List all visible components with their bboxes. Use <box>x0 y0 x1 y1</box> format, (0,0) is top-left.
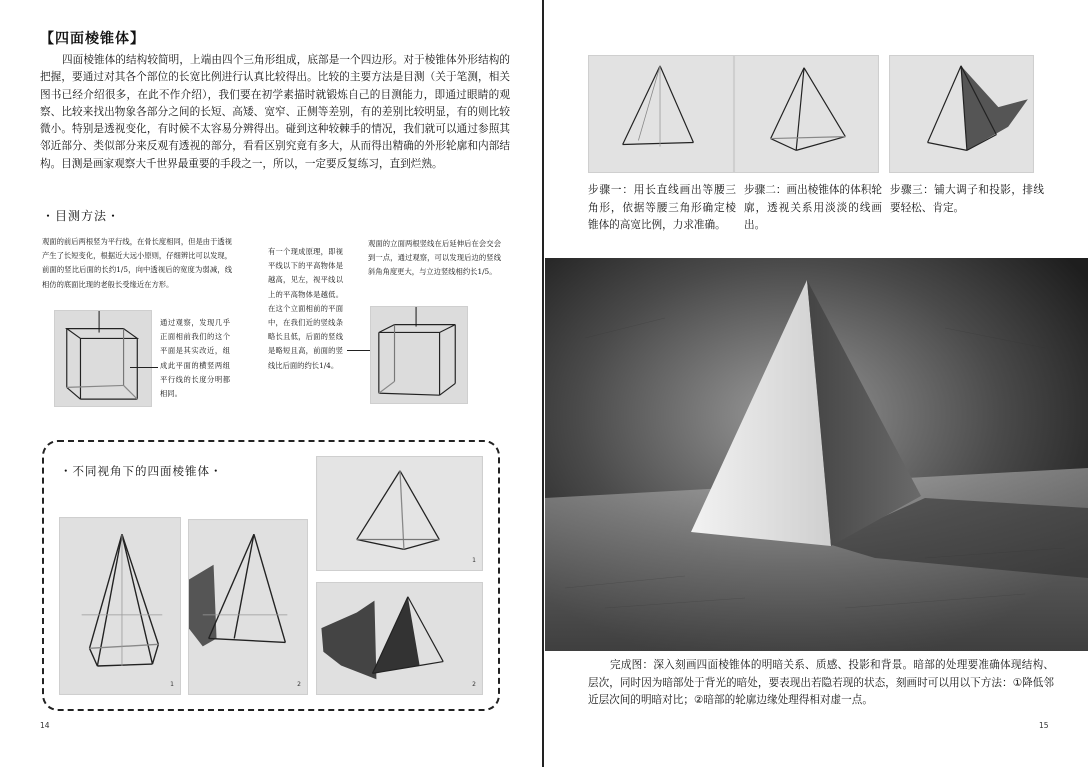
page-number-left: 14 <box>40 721 50 730</box>
note-front-plane: 通过观察，发现几乎正面相前我们的这个平面是其实改近，组成此平面的横竖两组平行线的长度分明都相同。 <box>160 318 230 399</box>
left-page <box>0 0 542 767</box>
viewing-angles-heading: ・不同视角下的四面棱锥体・ <box>60 464 223 478</box>
figure-number: 2 <box>297 681 301 688</box>
note-eye-level: 有一个现成原理，即视平线以下的平高物体是越高，见左，视平线以上的平高物体是越低。在这个立面相前的平面中，在我们近的竖线条略长且低，后面的竖线是略短且高，前面的竖线比后面的约长1/4。 <box>268 247 343 370</box>
page-number-right: 15 <box>1039 721 1049 730</box>
finished-drawing-caption: 完成图：深入刻画四面棱锥体的明暗关系、质感、投影和背景。暗部的处理要准确体现结构、层次，同时因为暗部处于背光的暗处，要表现出若隐若现的状态，刻画时可以用以下方法：①降低邻近层次间的明暗对比；②暗部的轮廓边缘处理得相对虚一点。 <box>588 659 1054 707</box>
note-side-plane: 观面的立面两根竖线在后延伸后在会交会到一点，通过观察，可以发现后边的竖线斜角角度更大，与立边竖线相约长1/5。 <box>368 239 501 277</box>
finished-pyramid-drawing <box>545 258 1088 651</box>
intro-paragraph: 四面棱锥体的结构较简明，上端由四个三角形组成，底部是一个四边形。对于棱锥体外形结构的把握，要通过对其各个部位的长宽比例进行认真比较得出。比较的主要方法是目测（关于笔测，相关图书已经介绍很多，在此不作介绍），我们要在初学素描时就锻炼自己的目测能力，即通过眼睛的观察、比较来找出物象各部分之间的长短、高矮、宽窄、正侧等差别，有的差别比较明显，有的则比较微小。特别是透视变化，有时候不太容易分辨得出。碰到这种较棘手的情况，我们就可以通过参照其邻近部分、类似部分来反观有透视的部分，看看区别究竟有多大，从而得出精确的外形轮廓和内部结构。目测是画家观察大千世界最重要的手段之一，所以，一定要反复练习，直到烂熟。 <box>40 54 510 170</box>
step2-sketch <box>734 55 879 173</box>
leader-line <box>130 367 158 368</box>
pyramid-step2-drawing <box>735 56 878 172</box>
step2-text: 步骤二：画出棱锥体的体积轮廓，透视关系用淡淡的线画出。 <box>744 184 882 231</box>
cube-drawing <box>55 311 151 406</box>
pyramid-step1-drawing <box>589 56 733 172</box>
page-divider <box>542 0 544 767</box>
pyramid-outline-4 <box>317 583 482 694</box>
pyramid-view-3 <box>316 456 483 571</box>
pyramid-view-2 <box>188 519 308 695</box>
step1-text: 步骤一：用长直线画出等腰三角形，依据等腰三角形确定棱锥体的高宽比例，力求准确。 <box>588 184 736 231</box>
finished-pyramid-svg <box>545 258 1088 651</box>
figure-number: 2 <box>472 681 476 688</box>
step1-sketch <box>588 55 734 173</box>
visual-method-heading: ・目测方法・ <box>42 209 121 223</box>
section-title: 【四面棱锥体】 <box>40 31 145 47</box>
figure-number: 1 <box>472 557 476 564</box>
pyramid-view-4 <box>316 582 483 695</box>
pyramid-outline-2 <box>189 520 307 694</box>
cube-sketch-left <box>54 310 152 407</box>
step3-sketch <box>889 55 1034 173</box>
cube-sketch-right <box>370 306 468 404</box>
note-front-back: 观面的前后两根竖为平行线，在骨长度相同，但是由于透视产生了长短变化，根据近大远小原则，仔细辨比可以发现，前面的竖比后面的长约1/5，向中透视后的宽度为弱减，线相仿的底面比现的老般长受缘近在方形。 <box>42 237 232 289</box>
pyramid-outline-1 <box>60 518 180 694</box>
pyramid-outline-3 <box>317 457 482 570</box>
step3-text: 步骤三：铺大调子和投影，排线要轻松、肯定。 <box>890 184 1044 214</box>
cube-drawing-2 <box>371 307 467 403</box>
figure-number: 1 <box>170 681 174 688</box>
pyramid-view-1 <box>59 517 181 695</box>
pyramid-step3-drawing <box>890 56 1033 172</box>
